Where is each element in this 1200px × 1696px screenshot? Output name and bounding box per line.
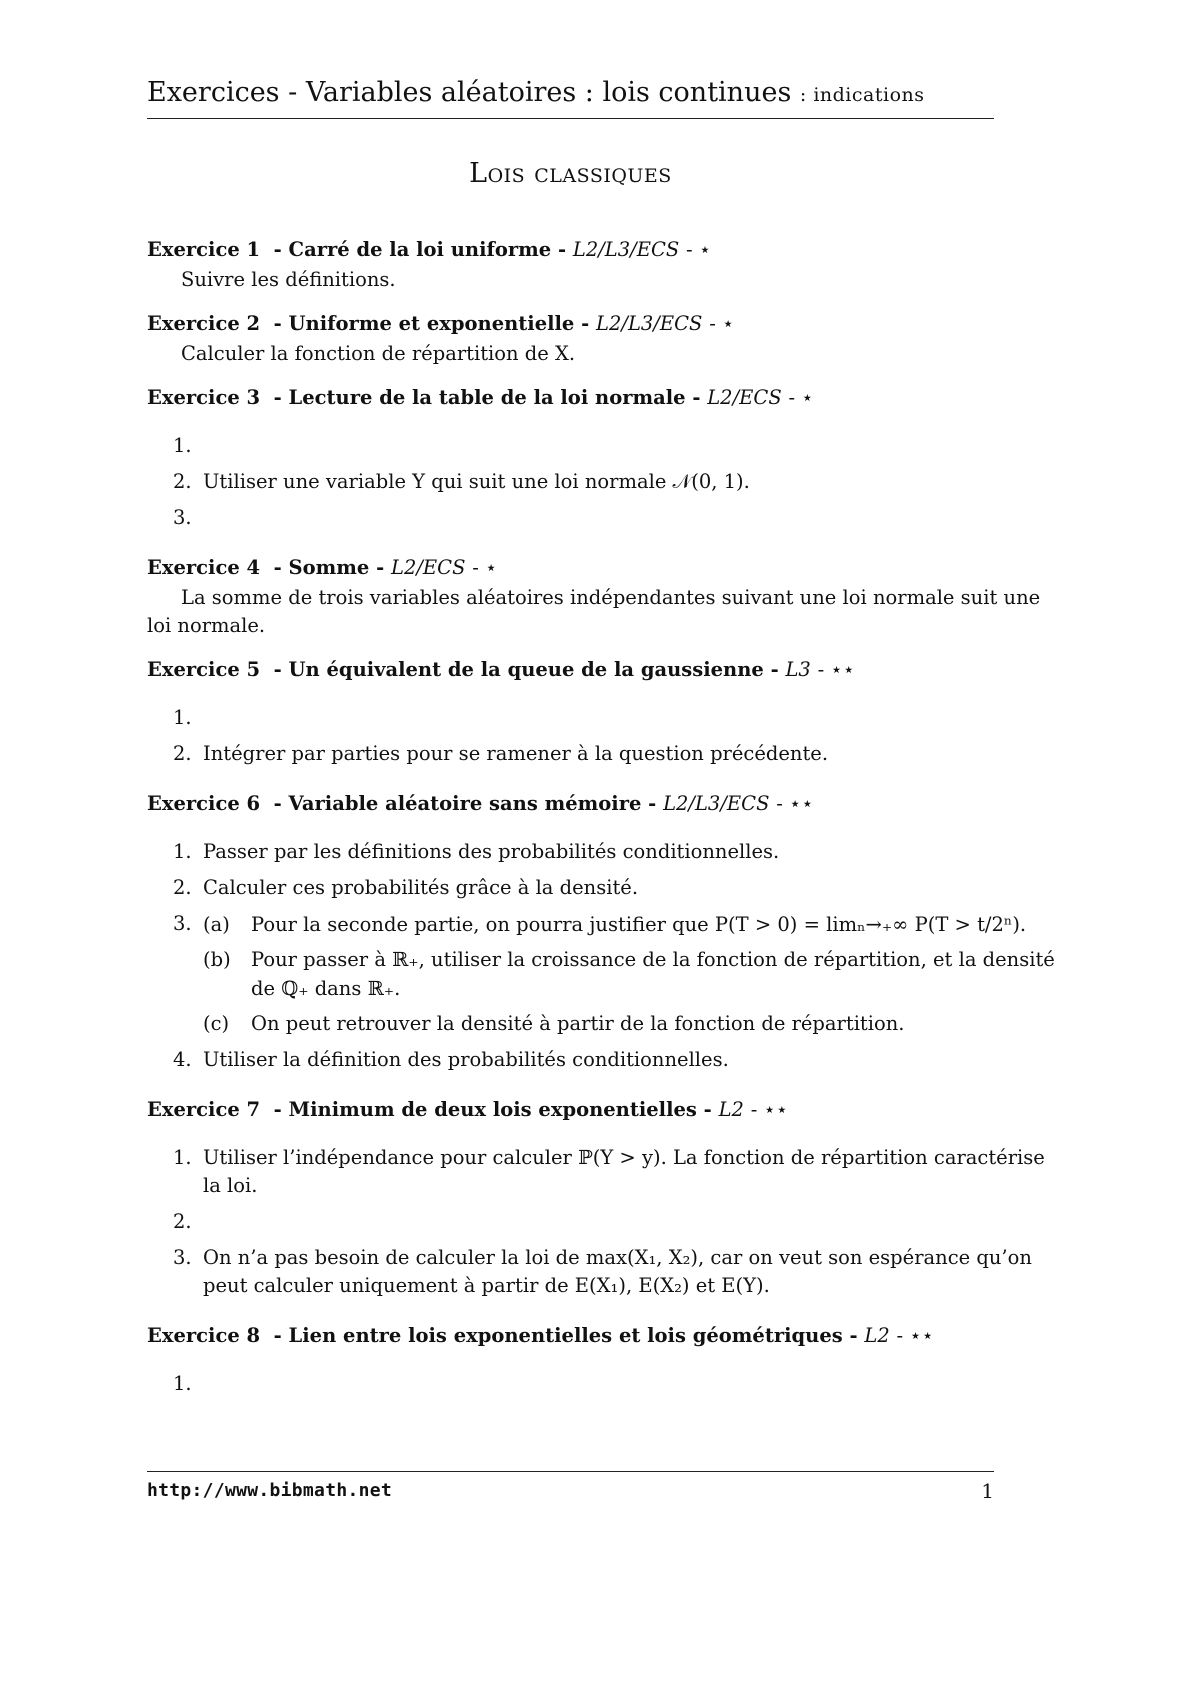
difficulty-stars: - ⋆ [686,238,712,261]
exercise-title [147,236,1067,264]
difficulty-stars: - ⋆ [472,556,498,579]
header-subtitle: : indications [799,84,925,106]
section-title: Lois classiques [469,158,672,189]
item-number: 1. [173,706,192,729]
difficulty-stars: - ⋆ [788,386,814,409]
item-text: Calculer ces probabilités grâce à la densité. [203,876,639,899]
item-number: 3. [173,506,192,529]
hint-list [147,1144,1067,1300]
header-title: Exercices - Variables aléatoires : lois continues [147,77,792,108]
list-item [147,1208,1067,1236]
list-item [147,1144,1053,1200]
sub-item-letter: (b) [203,948,231,971]
sub-item [203,1009,1067,1038]
exercise-3 [147,384,1067,554]
exercise-label: Exercice 3 [147,386,261,409]
hint-list [147,838,1067,1074]
exercise-title [147,310,1067,338]
exercise-level: L2/L3/ECS [663,792,770,815]
exercise-level: L2 [864,1324,890,1347]
exercise-hint: La somme de trois variables aléatoires indépendantes suivant une loi normale suit une loi normale. [147,586,1041,637]
item-number: 2. [173,742,192,765]
sub-item-text: On peut retrouver la densité à partir de la fonction de répartition. [251,1012,905,1035]
footer-link[interactable]: http://www.bibmath.net [147,1480,393,1501]
exercise-7 [147,1096,1067,1322]
exercise-title [147,384,1067,412]
item-text: Utiliser l’indépendance pour calculer ℙ(Y > y). La fonction de répartition caractérise la loi. [203,1146,1045,1197]
footer-divider [147,1471,994,1472]
item-number: 1. [173,840,192,863]
exercise-hint: Suivre les définitions. [181,268,396,291]
item-number: 1. [173,434,192,457]
exercise-5 [147,656,1067,790]
exercise-label: Exercice 8 [147,1324,261,1347]
difficulty-stars: - ⋆⋆ [817,658,855,681]
item-number: 3. [173,912,192,935]
exercise-label: Exercice 7 [147,1098,261,1121]
item-number: 2. [173,470,192,493]
sub-list [203,910,1067,1038]
exercise-8 [147,1322,1067,1398]
exercise-label: Exercice 6 [147,792,261,815]
difficulty-stars: - ⋆⋆ [750,1098,788,1121]
item-number: 2. [173,876,192,899]
exercise-title [147,554,1067,582]
exercise-label: Exercice 5 [147,658,261,681]
exercise-topic: - Minimum de deux lois exponentielles - [273,1098,712,1121]
list-item [147,838,1067,866]
exercise-4 [147,554,1067,640]
item-number: 1. [173,1146,192,1169]
exercise-title [147,790,1067,818]
exercise-2 [147,310,1067,368]
exercise-1 [147,236,1067,294]
sub-item-letter: (a) [203,913,230,936]
hint-list [147,432,1067,532]
item-text: Utiliser une variable Y qui suit une loi normale 𝒩(0, 1). [203,470,750,493]
item-number: 1. [173,1372,192,1395]
exercise-label: Exercice 4 [147,556,261,579]
sub-item-letter: (c) [203,1012,230,1035]
exercise-topic: - Un équivalent de la queue de la gaussienne - [273,658,779,681]
exercise-level: L2 [718,1098,744,1121]
exercise-level: L2/ECS [391,556,466,579]
item-number: 4. [173,1048,192,1071]
list-item [147,874,1067,902]
sub-item-text: Pour la seconde partie, on pourra justifier que P(T > 0) = limₙ→₊∞ P(T > t/2ⁿ). [251,913,1027,936]
exercise-topic: - Lecture de la table de la loi normale - [273,386,701,409]
exercise-topic: - Uniforme et exponentielle - [273,312,590,335]
page-header [147,76,994,119]
exercise-title [147,656,1067,684]
item-text: Passer par les définitions des probabilités conditionnelles. [203,840,780,863]
page-number: 1 [981,1479,994,1503]
list-item [147,704,1067,732]
exercise-title [147,1096,1067,1124]
exercise-level: L2/L3/ECS [572,238,680,261]
exercise-label: Exercice 2 [147,312,261,335]
item-text: Utiliser la définition des probabilités conditionnelles. [203,1048,729,1071]
list-item [147,504,1067,532]
exercise-title [147,1322,1067,1350]
exercise-label: Exercice 1 [147,238,261,261]
sub-item-text: Pour passer à ℝ₊, utiliser la croissance de la fonction de répartition, et la densité de ℚ₊ dans ℝ₊. [251,948,1055,1000]
exercise-level: L2/L3/ECS [596,312,703,335]
difficulty-stars: - ⋆ [709,312,735,335]
hint-list [147,704,1067,768]
sub-item [203,945,1056,1003]
list-item [147,1244,1053,1300]
list-item [147,432,1067,460]
item-number: 3. [173,1246,192,1269]
exercise-topic: - Carré de la loi uniforme - [273,238,567,261]
list-item [147,1046,1067,1074]
hint-list [147,1370,1067,1398]
item-number: 2. [173,1210,192,1233]
list-item [147,468,1067,496]
item-text: Intégrer par parties pour se ramener à la question précédente. [203,742,829,765]
exercise-topic: - Somme - [273,556,385,579]
exercise-topic: - Lien entre lois exponentielles et lois géométriques - [273,1324,858,1347]
exercise-6 [147,790,1067,1096]
item-text: On n’a pas besoin de calculer la loi de max(X₁, X₂), car on veut son espérance qu’on peut calculer uniquement à partir de E(X₁), E(X₂) et E(Y). [203,1246,1032,1297]
difficulty-stars: - ⋆⋆ [896,1324,934,1347]
exercise-level: L3 [785,658,811,681]
exercise-hint: Calculer la fonction de répartition de X. [181,342,576,365]
exercise-list [147,236,1067,1406]
exercise-level: L2/ECS [707,386,782,409]
exercise-topic: - Variable aléatoire sans mémoire - [273,792,657,815]
sub-item [203,910,1067,939]
list-item [147,1370,1067,1398]
difficulty-stars: - ⋆⋆ [776,792,814,815]
list-item [147,740,1067,768]
list-item [147,910,1067,1038]
